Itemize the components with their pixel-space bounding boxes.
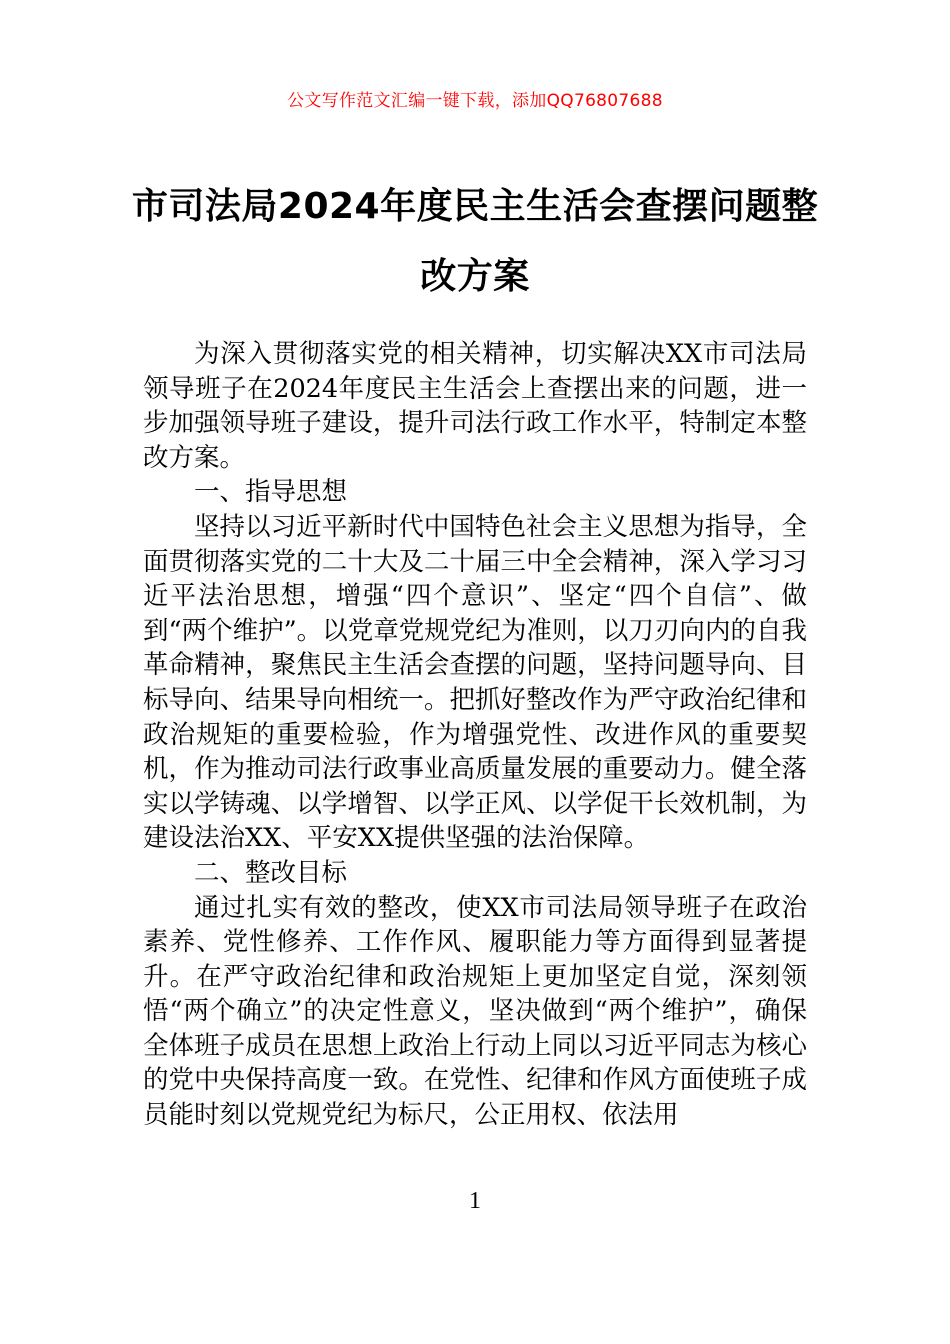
document-body <box>143 337 807 1133</box>
promo-banner: 公文写作范文汇编一键下载，添加QQ76807688 <box>287 91 663 111</box>
intro-paragraph: 为深入贯彻落实党的相关精神，切实解决XX市司法局领导班子在2024年度民主生活会上查摆出来的问题，进一步加强领导班子建设，提升司法行政工作水平，特制定本整改方案。 <box>143 339 807 473</box>
section-heading: 一、指导思想 <box>194 477 348 508</box>
guiding-thought-paragraph: 坚持以习近平新时代中国特色社会主义思想为指导，全面贯彻落实党的二十大及二十届三中全会精神，深入学习习近平法治思想，增强“四个意识”、坚定“四个自信”、做到“两个维护”。以党章党规党纪为准则，以刀刃向内的自我革命精神，聚焦民主生活会查摆的问题，坚持问题导向、目标导向、结果导向相统一。把抓好整改作为严守政治纪律和政治规矩的重要检验，作为增强党性、改进作风的重要契机，作为推动司法行政事业高质量发展的重要动力。健全落实以学铸魂、以学增智、以学正风、以学促干长效机制，为建设法治XX、平安XX提供坚强的法治保障。 <box>143 511 807 854</box>
page-number: 1 <box>469 1188 481 1214</box>
goals-paragraph: 通过扎实有效的整改，使XX市司法局领导班子在政治素养、党性修养、工作作风、履职能力等方面得到显著提升。在严守政治纪律和政治规矩上更加坚定自觉，深刻领悟“两个确立”的决定性意义，坚决做到“两个维护”，确保全体班子成员在思想上政治上行动上同以习近平同志为核心的党中央保持高度一致。在党性、纪律和作风方面使班子成员能时刻以党规党纪为标尺，公正用权、依法用 <box>143 892 807 1131</box>
page-title: 市司法局2024年度民主生活会查摆问题整改方案 <box>131 186 819 298</box>
section-heading: 二、整改目标 <box>194 857 348 888</box>
